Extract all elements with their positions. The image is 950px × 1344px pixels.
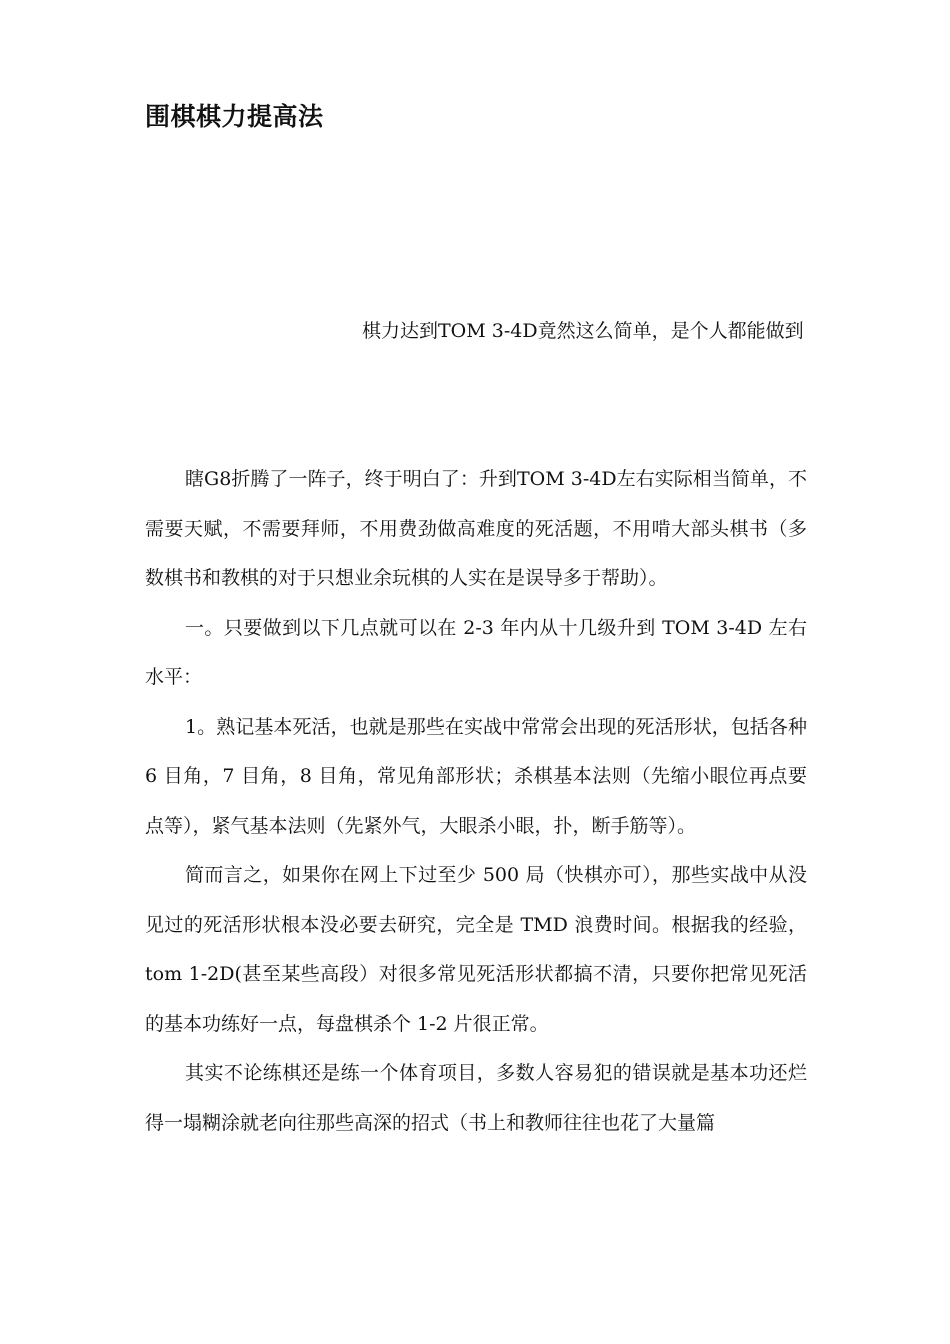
document-subtitle: 棋力达到TOM 3-4D竟然这么简单，是个人都能做到 xyxy=(362,320,804,342)
paragraph: 瞎G8折腾了一阵子，终于明白了：升到TOM 3-4D左右实际相当简单，不需要天赋，不需要拜师，不用费劲做高难度的死活题，不用啃大部头棋书（多数棋书和教棋的对于只想业余玩棋的人实在是误导多于帮助）。 xyxy=(145,468,807,589)
paragraph: 1。熟记基本死活，也就是那些在实战中常常会出现的死活形状，包括各种 6 目角，7 目角，8 目角，常见角部形状；杀棋基本法则（先缩小眼位再点要点等），紧气基本法则（先紧外气，大眼杀小眼，扑，断手筋等）。 xyxy=(145,715,807,837)
document-body xyxy=(145,455,807,1148)
paragraph: 其实不论练棋还是练一个体育项目，多数人容易犯的错误就是基本功还烂得一塌糊涂就老向往那些高深的招式（书上和教师往往也花了大量篇 xyxy=(145,1062,807,1134)
document-title: 围棋棋力提高法 xyxy=(145,102,324,131)
paragraph: 一。只要做到以下几点就可以在 2-3 年内从十几级升到 TOM 3-4D 左右水平： xyxy=(145,616,807,688)
paragraph: 简而言之，如果你在网上下过至少 500 局（快棋亦可），那些实战中从没见过的死活形状根本没必要去研究，完全是 TMD 浪费时间。根据我的经验，tom 1-2D(甚至某些高段）对很多常见死活形状都搞不清，只要你把常见死活的基本功练好一点，每盘棋杀个 1-2 片很正常。 xyxy=(145,864,807,1035)
